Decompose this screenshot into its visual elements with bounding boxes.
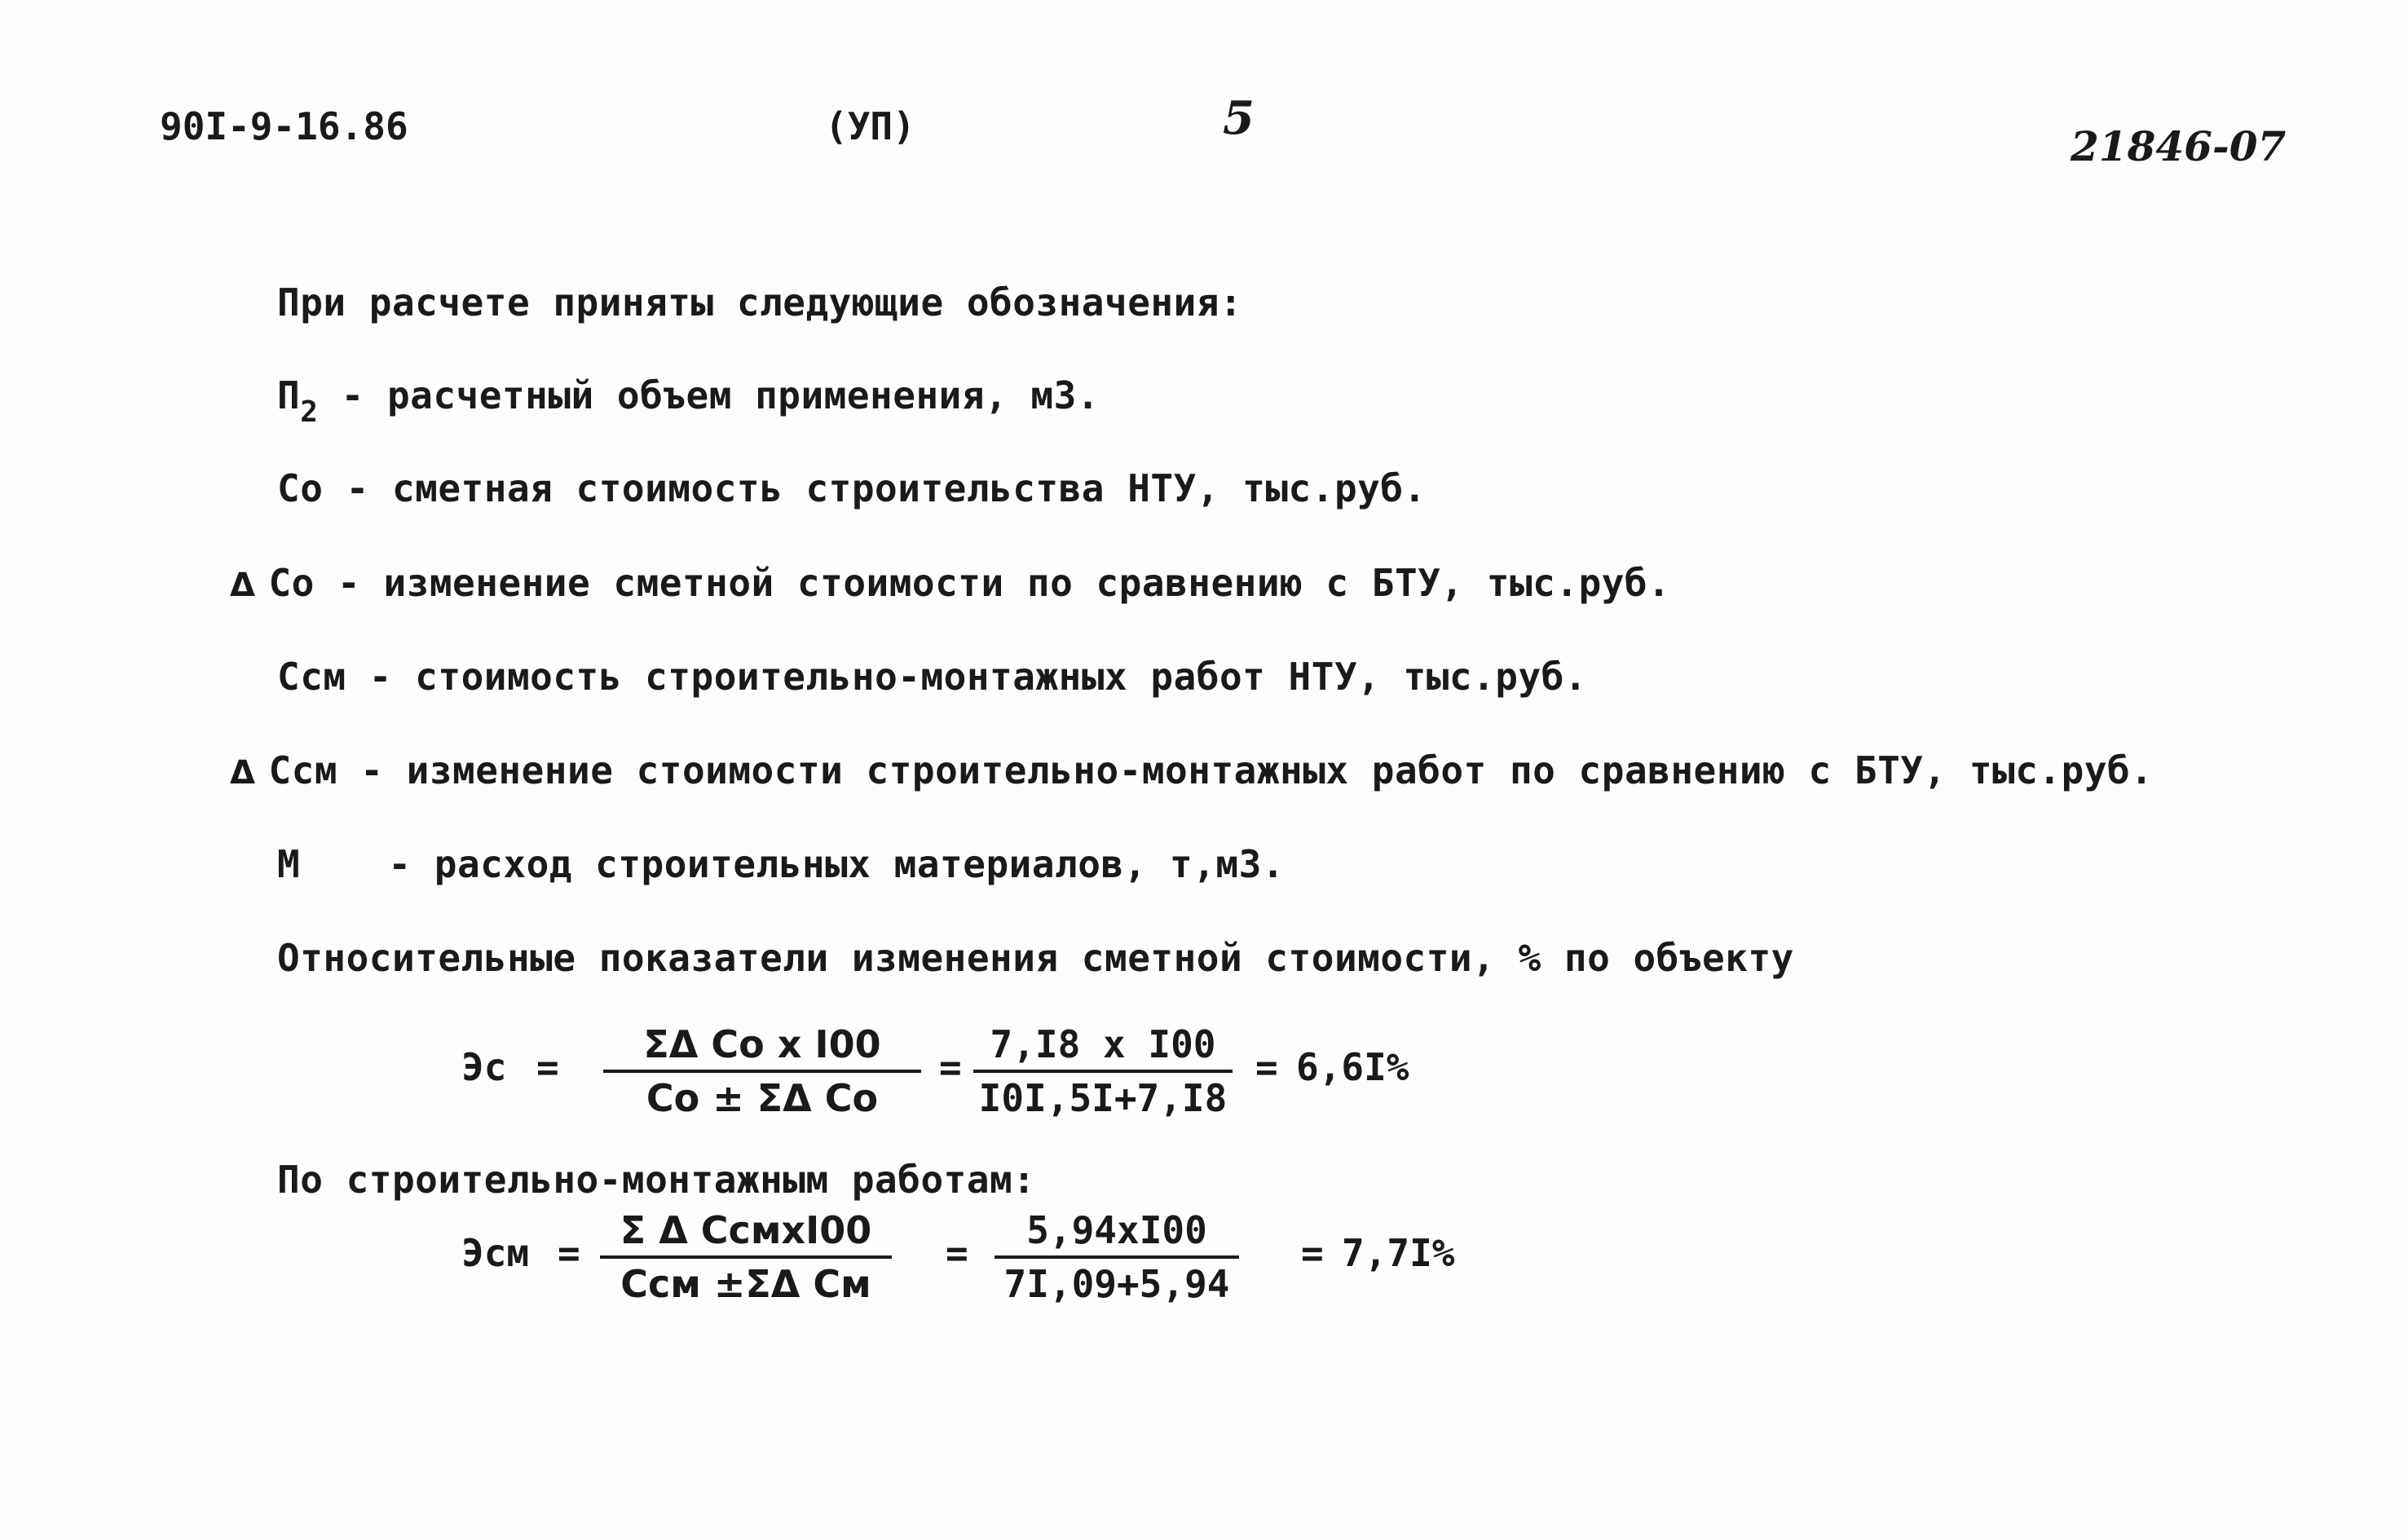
equals-sign: = xyxy=(536,1045,559,1089)
definition-smr-change xyxy=(230,748,2153,792)
definition-text: - расчетный объем применения, м3. xyxy=(318,373,1100,417)
definition-text: - стоимость строительно-монтажных работ НТУ, тыс.руб. xyxy=(346,655,1588,699)
definition-symbol: Ссм xyxy=(277,655,346,699)
fraction-denominator: Со ± ΣΔ Со xyxy=(646,1076,879,1120)
formula-result: 6,6I% xyxy=(1296,1045,1409,1089)
definition-symbol: Со xyxy=(268,561,315,605)
definition-cost xyxy=(277,466,1427,510)
section-label: (УП) xyxy=(825,104,915,148)
definition-symbol: П xyxy=(277,373,301,417)
fraction-numerator: ΣΔ Со х I00 xyxy=(603,1022,921,1073)
formula-result: 7,7I% xyxy=(1342,1231,1455,1275)
definition-text: - сметная стоимость строительства НТУ, тыс.руб. xyxy=(323,466,1427,510)
equals-sign: = xyxy=(1301,1231,1324,1275)
fraction-2 xyxy=(973,1022,1233,1120)
fraction-denominator: 7I,09+5,94 xyxy=(1003,1262,1230,1306)
definition-subscript: 2 xyxy=(300,395,319,429)
delta-symbol: Δ xyxy=(230,754,256,792)
definition-cost-change xyxy=(230,561,1670,605)
equals-sign: = xyxy=(939,1045,962,1089)
definition-text: - изменение сметной стоимости по сравнению с БТУ, тыс.руб. xyxy=(314,561,1671,605)
definition-symbol: Со xyxy=(277,466,324,510)
definition-materials xyxy=(277,842,1285,886)
equals-sign: = xyxy=(946,1231,968,1275)
delta-symbol: Δ xyxy=(230,567,256,604)
inventory-number: 21846-07 xyxy=(2071,122,2287,170)
intro-text: При расчете приняты следующие обозначения: xyxy=(277,280,1243,324)
formula-lhs: Эсм xyxy=(461,1231,530,1275)
relative-indicators-text: Относительные показатели изменения сметной стоимости, % по объекту xyxy=(277,936,1794,980)
fraction-numerator: 7,I8 х I00 xyxy=(973,1022,1233,1073)
fraction-2 xyxy=(995,1208,1239,1306)
equals-sign: = xyxy=(558,1231,580,1275)
definition-volume xyxy=(277,373,1100,429)
page-number: 5 xyxy=(1223,91,1255,145)
fraction-denominator: Ссм ±ΣΔ См xyxy=(620,1262,871,1306)
doc-code: 90I-9-16.86 xyxy=(160,104,408,148)
smr-intro-text: По строительно-монтажным работам: xyxy=(277,1158,1036,1202)
fraction-denominator: I0I,5I+7,I8 xyxy=(978,1076,1228,1120)
formula-lhs: Эс xyxy=(461,1045,507,1089)
fraction-numerator: Σ Δ СсмхI00 xyxy=(600,1208,892,1259)
definition-text: - изменение стоимости строительно-монтажных работ по сравнению с БТУ, тыс.руб. xyxy=(337,748,2154,792)
fraction-numerator: 5,94хI00 xyxy=(995,1208,1239,1259)
equals-sign: = xyxy=(1255,1045,1278,1089)
fraction-1 xyxy=(600,1208,892,1306)
definition-text: - расход строительных материалов, т,м3. xyxy=(365,842,1285,886)
definition-smr-cost xyxy=(277,655,1587,699)
definition-symbol: М xyxy=(277,842,301,886)
definition-symbol: Ссм xyxy=(268,748,338,792)
fraction-1 xyxy=(603,1022,921,1120)
